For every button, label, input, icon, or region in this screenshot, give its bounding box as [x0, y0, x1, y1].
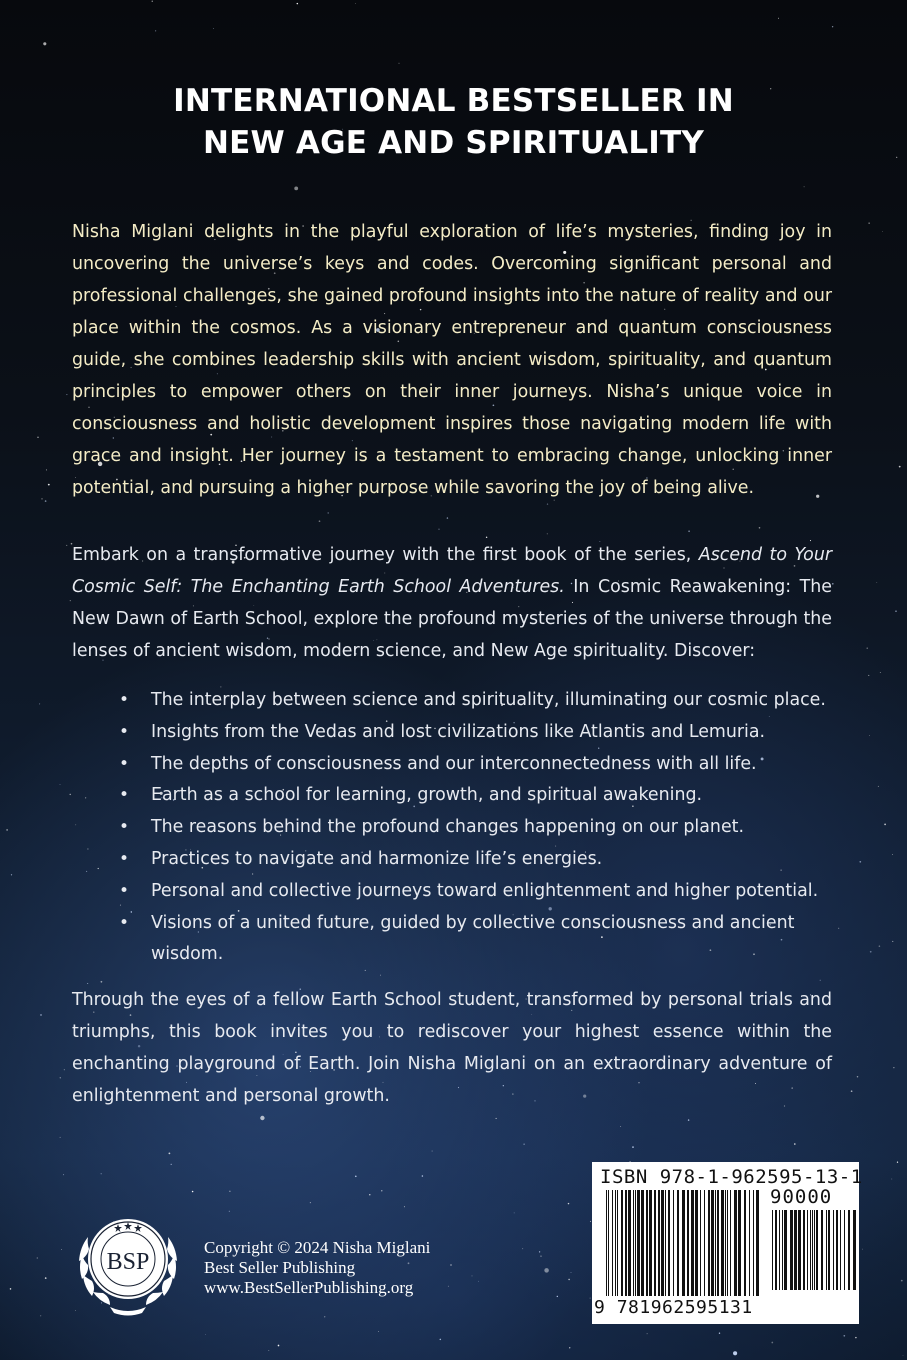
isbn-number: ISBN 978-1-962595-13-1 — [600, 1166, 863, 1188]
bullet-icon: • — [119, 817, 130, 838]
intro-text-after: In Cosmic Reawakening: The New Dawn of Earth School, explore the profound mysteries of the universe through the lenses of ancient wisdom, modern science, and New Age spirituality. Discover: — [72, 577, 832, 661]
bullet-icon: • — [119, 785, 130, 806]
bullet-icon: • — [119, 690, 130, 710]
bullet-icon: • — [119, 848, 130, 869]
list-item: • Personal and collective journeys toward enlightenment and higher potential. — [114, 876, 844, 908]
price-code: 90000 — [770, 1186, 833, 1208]
heading-line-2: NEW AGE AND SPIRITUALITY — [203, 125, 704, 161]
book-intro-paragraph — [72, 539, 832, 667]
seal-monogram: BSP — [106, 1249, 150, 1275]
list-item: • The reasons behind the profound changes happening on our planet. — [114, 812, 844, 844]
list-item: • The depths of consciousness and our interconnectedness with all life. — [114, 749, 844, 781]
list-item: • The interplay between science and spirituality, illuminating our cosmic place. — [114, 685, 844, 717]
heading-line-1: INTERNATIONAL BESTSELLER IN — [173, 83, 734, 119]
discover-list — [114, 685, 844, 971]
bullet-icon: • — [119, 721, 130, 742]
list-item: • Insights from the Vedas and lost civilizations like Atlantis and Lemuria. — [114, 717, 844, 749]
bestseller-heading — [0, 80, 907, 164]
author-bio-paragraph: Nisha Miglani delights in the playful exploration of life’s mysteries, finding joy in uncovering the universe’s keys and codes. Overcoming significant personal and professional challenges, she gained profound insights into the nature of reality and our place within the cosmos. As a visionary entrepreneur and quantum consciousness guide, she combines leadership skills with ancient wisdom, spirituality, and quantum principles to empower others on their inner journeys. Nisha’s unique voice in consciousness and holistic development inspires those navigating modern life with grace and insight. Her journey is a testament to embracing change, unlocking inner potential, and pursuing a higher purpose while savoring the joy of being alive. — [72, 222, 832, 498]
copyright-block — [204, 1238, 430, 1298]
list-item: • Earth as a school for learning, growth, and spiritual awakening. — [114, 780, 844, 812]
list-item: • Practices to navigate and harmonize life’s energies. — [114, 844, 844, 876]
closing-paragraph: Through the eyes of a fellow Earth School student, transformed by personal trials and triumphs, this book invites you to rediscover your highest essence within the enchanting playground of Earth. Join Nisha Miglani on an extraordinary adventure of enlightenment and personal growth. — [72, 990, 832, 1106]
publisher-website: www.BestSellerPublishing.org — [204, 1278, 414, 1297]
ean-digits: 9 781962595131 — [594, 1297, 753, 1318]
copyright-line: Copyright © 2024 Nisha Miglani — [204, 1238, 431, 1257]
list-item: • Visions of a united future, guided by collective consciousness and ancient wisdom. — [114, 908, 844, 972]
series-title: Ascend to Your Cosmic Self: The Enchanting Earth School Adventures. — [72, 545, 832, 597]
bullet-icon: • — [119, 880, 130, 901]
publisher-seal-logo — [66, 1197, 190, 1321]
bullet-icon: • — [119, 912, 130, 933]
publisher-name: Best Seller Publishing — [204, 1258, 356, 1277]
isbn-barcode — [592, 1162, 863, 1324]
intro-text-before: Embark on a transformative journey with the first book of the series, — [72, 545, 699, 565]
bullet-icon: • — [119, 753, 130, 774]
